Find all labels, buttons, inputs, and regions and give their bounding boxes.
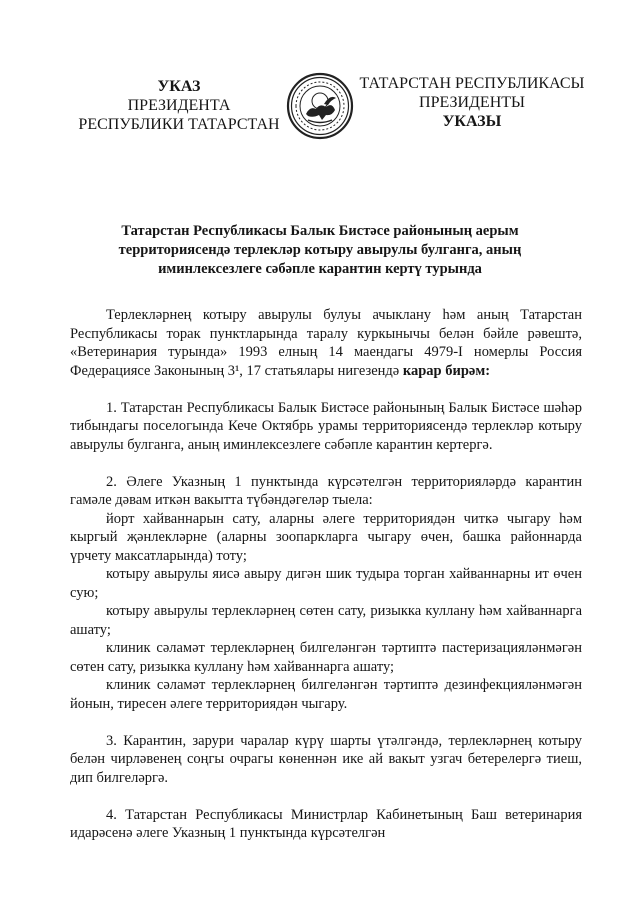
decree-body [70, 306, 582, 843]
item-4-paragraph: 4. Татарстан Республикасы Министрлар Кабинетының Баш ветеринария идарәсенә әлеге Указның 1 пунктында күрсәтелгән [70, 806, 582, 841]
header-left-line2: ПРЕЗИДЕНТА [127, 97, 231, 114]
header-right-line2: ПРЕЗИДЕНТЫ [419, 94, 525, 111]
header-left-line1: УКАЗ [157, 78, 201, 95]
document-header [0, 72, 640, 152]
header-right-line3: УКАЗЫ [442, 113, 502, 130]
item-2-list-item: клиник сәламәт терлекләрнең билгеләнгән тәртиптә дезинфекцияләнмәгән йонын, тиресен әлеге территориядән чыгару. [70, 677, 582, 712]
item-3-paragraph: 3. Карантин, зарури чаралар күрү шарты үтәлгәндә, терлекләрнең котыру белән чирләвенең соңгы очрагы көненнән ике ай вакыт узгач бетерелергә тиеш, дип билгеләргә. [70, 732, 582, 786]
item-1-paragraph: 1. Татарстан Республикасы Балык Бистәсе районының Балык Бистәсе шәһәр тибындагы поселогында Кече Октябрь урамы территориясендә терлекләр котыру авырулы булганга, аның иминлексезлеге сәбәпле карантин кертергә. [70, 399, 582, 453]
header-russian [48, 77, 310, 134]
item-2-list-item: йорт хайваннарын сату, аларны әлеге территориядән читкә чыгару һәм кыргый җәнлекләрне (аларны зоопаркларга чыгару өчен, башка районнарда үрчету максатларында) тоту; [70, 510, 582, 564]
title-line2: территориясендә терлекләр котыру авырулы булганга, аның [118, 242, 522, 258]
title-line3: иминлексезлеге сәбәпле карантин кертү турында [158, 261, 482, 277]
header-right-line1: ТАТАРСТАН РЕСПУБЛИКАСЫ [359, 75, 585, 92]
header-left-line3: РЕСПУБЛИКИ ТАТАРСТАН [78, 116, 280, 133]
item-2-list-item: котыру авырулы яисә авыру дигән шик тудыра торган хайваннарны ит өчен сую; [70, 566, 582, 601]
preamble-bold: карар бирәм: [402, 362, 491, 379]
preamble-text: Терлекләрнең котыру авырулы булуы ачыклану һәм аның Татарстан Республикасы торак пунктларында таралу куркынычы белән бәйле рәвештә, «Ветеринария турында» 1993 елның 14 маендагы 4979-I номерлы Россия Федерациясе Законының 3¹, 17 статьялары нигезендә [70, 307, 582, 379]
header-tatar [354, 74, 590, 131]
preamble-paragraph [70, 306, 582, 380]
item-2-intro: 2. Әлеге Указның 1 пунктында күрсәтелгән территорияләрдә карантин гамәле дәвам иткән вакытта түбәндәгеләр тыела: [70, 473, 582, 508]
tatarstan-coat-of-arms-icon [286, 72, 354, 140]
item-2-list-item: котыру авырулы терлекләрнең сөтен сату, ризыкка куллану һәм хайваннарга ашату; [70, 603, 582, 638]
title-line1: Татарстан Республикасы Балык Бистәсе районының аерым [121, 223, 519, 239]
item-2-list-item: клиник сәламәт терлекләрнең билгеләнгән тәртиптә пастеризацияләнмәгән сөтен сату, ризыкка куллану һәм хайваннарга ашату; [70, 640, 582, 675]
decree-title [80, 222, 560, 279]
